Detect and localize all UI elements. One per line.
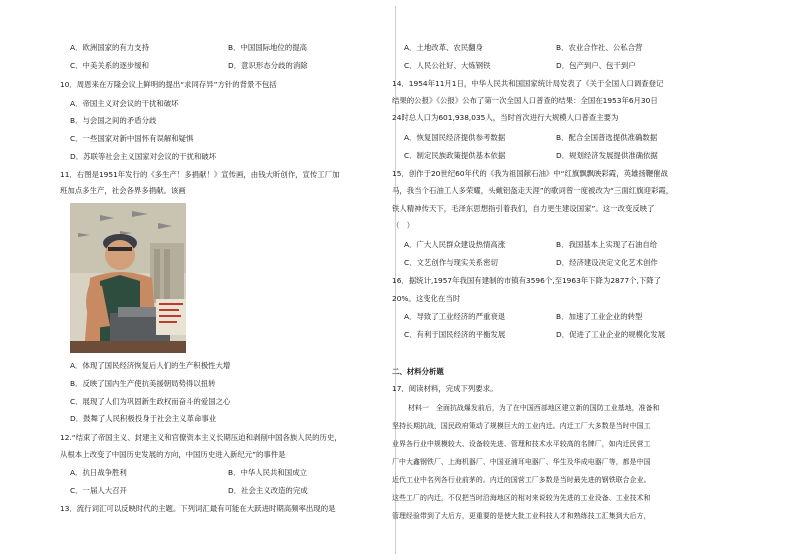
q15-option-c: C．文艺创作与现实关系密切 [404, 258, 498, 267]
q15-answer-blank: （ ） [392, 221, 415, 230]
q15-stem-line-1: 15．创作于20世纪60年代的《我为祖国献石油》中“红旗飘飘映彩霞，英雄扬鞭催战 [392, 169, 668, 178]
q10-option-a: A．帝国主义对会议的干扰和破坏 [70, 99, 179, 108]
poster-illustration [70, 203, 186, 353]
q14-stem-line-1: 14．1954年11月1日，中华人民共和国国家统计局发表了《关于全国人口调查登记 [392, 79, 664, 88]
q17-material-line-3: 业界各行业中规模较大、设备较先进、管理和技术水平较高的名牌厂，如内迁民营工 [392, 440, 651, 448]
q17-material-line-6: 这些工厂的内迁，不仅把当时沿海地区的相对来说较为先进的工业设备、工业技术和 [392, 494, 651, 502]
q14-option-d: D．规划经济发展提供准确依据 [556, 151, 658, 160]
q16-option-d: D．促进了工业企业的规模化发展 [556, 330, 666, 339]
q13-option-b: B．农业合作社、公私合营 [556, 43, 643, 52]
q12-option-d: D．社会主义改造的完成 [228, 486, 308, 495]
q13-stem: 13．流行词汇可以反映时代的主题。下列词汇最有可能在大跃进时期高频率出现的是 [60, 504, 336, 513]
q13-option-a: A．土地改革、农民翻身 [404, 43, 483, 52]
q9-option-c: C．中美关系的逐步缓和 [70, 61, 150, 70]
q17-material-line-4: 厂中大鑫钢铁厂、上海机器厂、中国亚浦耳电器厂、华生及华成电器厂等，都是中国 [392, 458, 651, 466]
q14-option-c: C．制定民族政策提供基本依据 [404, 151, 506, 160]
q15-option-d: D．经济建设决定文化艺术创作 [556, 258, 658, 267]
q12-option-c: C．一届人大召开 [70, 486, 127, 495]
q16-stem-line-2: 20%。这变化在当时 [392, 294, 461, 303]
q11-option-a: A．体现了国民经济恢复后人们的生产积极性大增 [70, 361, 231, 370]
q9-option-a: A．欧洲国家的有力支持 [70, 43, 149, 52]
q11-stem-line-1: 11．右图是1951年发行的《多生产！多捐献！》宣传画，由钱大昕创作，宣传工厂加 [60, 170, 340, 179]
q14-stem-line-3: 24时总人口为601,938,035人，当时首次进行大规模人口普查主要为 [392, 113, 619, 122]
q14-option-b: B．配合全国普选提供准确数据 [556, 133, 658, 142]
q9-option-b: B．中国国际地位的提高 [228, 43, 307, 52]
q15-stem-line-2: 马，我当个石油工人多荣耀，头戴铝盔走天涯”的歌词曾一度被改为“三面红旗迎彩霞， [392, 186, 674, 195]
q17-material-line-1: 材料一 全面抗战爆发前后，为了在中国西部地区建立新的国防工业基地，准备和 [408, 404, 660, 412]
q16-option-c: C．有利于国民经济的平衡发展 [404, 330, 506, 339]
q11-option-b: B．反映了国内生产使抗美援朝局势得以扭转 [70, 379, 216, 388]
q15-option-a: A．广大人民群众建设热情高涨 [404, 240, 506, 249]
q12-option-b: B．中华人民共和国成立 [228, 468, 307, 477]
q13-option-d: D．包产到户、包干到户 [556, 61, 636, 70]
q10-stem: 10．周恩来在万隆会议上鲜明的提出“求同存异”方针的背景不包括 [60, 80, 277, 89]
propaganda-poster-image [70, 203, 186, 353]
q9-option-d: D．意识形态分歧的消除 [228, 61, 308, 70]
q10-option-b: B．与会国之间的矛盾分歧 [70, 116, 157, 125]
section-title: 二、材料分析题 [392, 367, 444, 376]
q16-option-a: A．导致了工业经济的严重衰退 [404, 312, 506, 321]
q12-stem-line-2: 从根本上改变了中国历史发展的方向，中国历史进入新纪元”的事件是 [60, 450, 286, 459]
q17-material-line-7: 管理经验带到了大后方，更重要的是使大批工业科技人才和熟练技工汇集到大后方， [392, 512, 651, 520]
q14-stem-line-2: 结果的公报》《公报》公布了第一次全国人口普查的结果：全国在1953年6月30日 [392, 96, 658, 105]
q10-option-c: C．一些国家对新中国怀有误解和疑惧 [70, 134, 194, 143]
q13-option-c: C．人民公社好、大炼钢铁 [404, 61, 491, 70]
q15-option-b: B．我国基本上实现了石油自给 [556, 240, 658, 249]
q11-option-c: C．展现了人们为巩固新生政权而奋斗的爱国之心 [70, 397, 231, 406]
q16-stem-line-1: 16．据统计,1957年我国有建制的市镇有3596个,至1963年下降为2877个,下降了 [392, 276, 662, 285]
q17-stem: 17．阅读材料，完成下列要求。 [392, 384, 498, 393]
q10-option-d: D．苏联等社会主义国家对会议的干扰和破坏 [70, 152, 217, 161]
q12-stem-line-1: 12.“结束了帝国主义、封建主义和官僚资本主义长期压迫和剥削中国各族人民的历史， [60, 433, 342, 442]
q11-option-d: D．鼓舞了人民积极投身于社会主义革命事业 [70, 414, 217, 423]
q17-material-line-2: 坚持长期抗战，国民政府策动了规模巨大的工业内迁。内迁工厂大多数是当时中国工 [392, 422, 651, 430]
q12-option-a: A．抗日战争胜利 [70, 468, 127, 477]
q14-option-a: A．恢复国民经济提供参考数据 [404, 133, 506, 142]
q17-material-line-5: 近代工业中名列各行业前茅的。内迁的国营工厂多数是当时最先进的钢铁联合企业。 [392, 476, 651, 484]
q11-stem-line-2: 班加点多生产，社会各界多捐献。该画 [60, 186, 186, 195]
q16-option-b: B．加速了工业企业的转型 [556, 312, 643, 321]
q15-stem-line-3: 铁人精神传天下，毛泽东思想指引着我们，自力更生建设国家”。这一改变反映了 [392, 204, 655, 213]
